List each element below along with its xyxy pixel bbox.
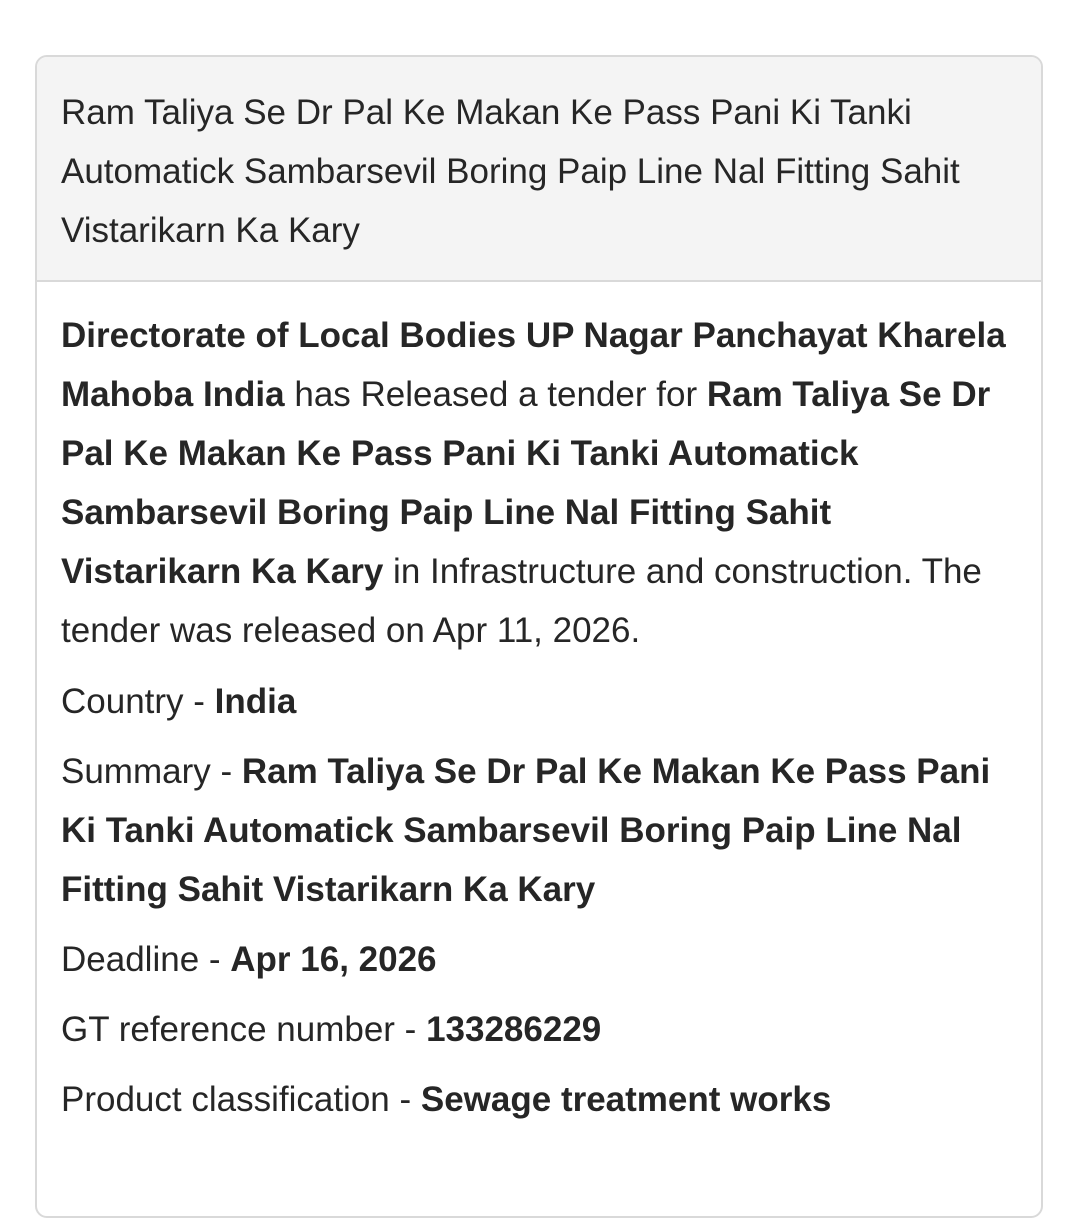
detail-value: Apr 16, 2026: [230, 940, 437, 979]
detail-label: Product classification -: [61, 1080, 421, 1119]
tender-card-header: [37, 57, 1041, 282]
detail-label: Country -: [61, 682, 215, 721]
released-text: has Released a tender for: [284, 375, 707, 414]
detail-value: Sewage treatment works: [420, 1080, 832, 1119]
tender-title: Ram Taliya Se Dr Pal Ke Makan Ke Pass Pani Ki Tanki Automatick Sambarsevil Boring Paip Line Nal Fitting Sahit Vistarikarn Ka Kary: [61, 93, 960, 250]
sector-text: in Infrastructure and construction. The tender was released on Apr 11, 2026.: [61, 552, 982, 650]
tender-description-title: Ram Taliya Se Dr Pal Ke Makan Ke Pass Pani Ki Tanki Automatick Sambarsevil Boring Paip Line Nal Fitting Sahit Vistarikarn Ka Kary: [61, 375, 991, 591]
detail-deadline: [61, 930, 1017, 989]
detail-value: India: [214, 682, 297, 721]
tender-description: [61, 306, 1017, 660]
detail-label: GT reference number -: [61, 1010, 427, 1049]
detail-label: Summary -: [61, 752, 242, 791]
detail-value: 133286229: [426, 1010, 602, 1049]
detail-product-classification: [61, 1070, 1017, 1129]
tender-card-body: [37, 282, 1041, 1129]
detail-reference-number: [61, 1000, 1017, 1059]
tender-card: [35, 55, 1043, 1218]
detail-label: Deadline -: [61, 940, 231, 979]
detail-value: Ram Taliya Se Dr Pal Ke Makan Ke Pass Pani Ki Tanki Automatick Sambarsevil Boring Paip Line Nal Fitting Sahit Vistarikarn Ka Kary: [61, 752, 991, 909]
detail-country: [61, 672, 1017, 731]
organization-name: Directorate of Local Bodies UP Nagar Panchayat Kharela Mahoba India: [61, 316, 1006, 414]
detail-summary: [61, 742, 1017, 919]
